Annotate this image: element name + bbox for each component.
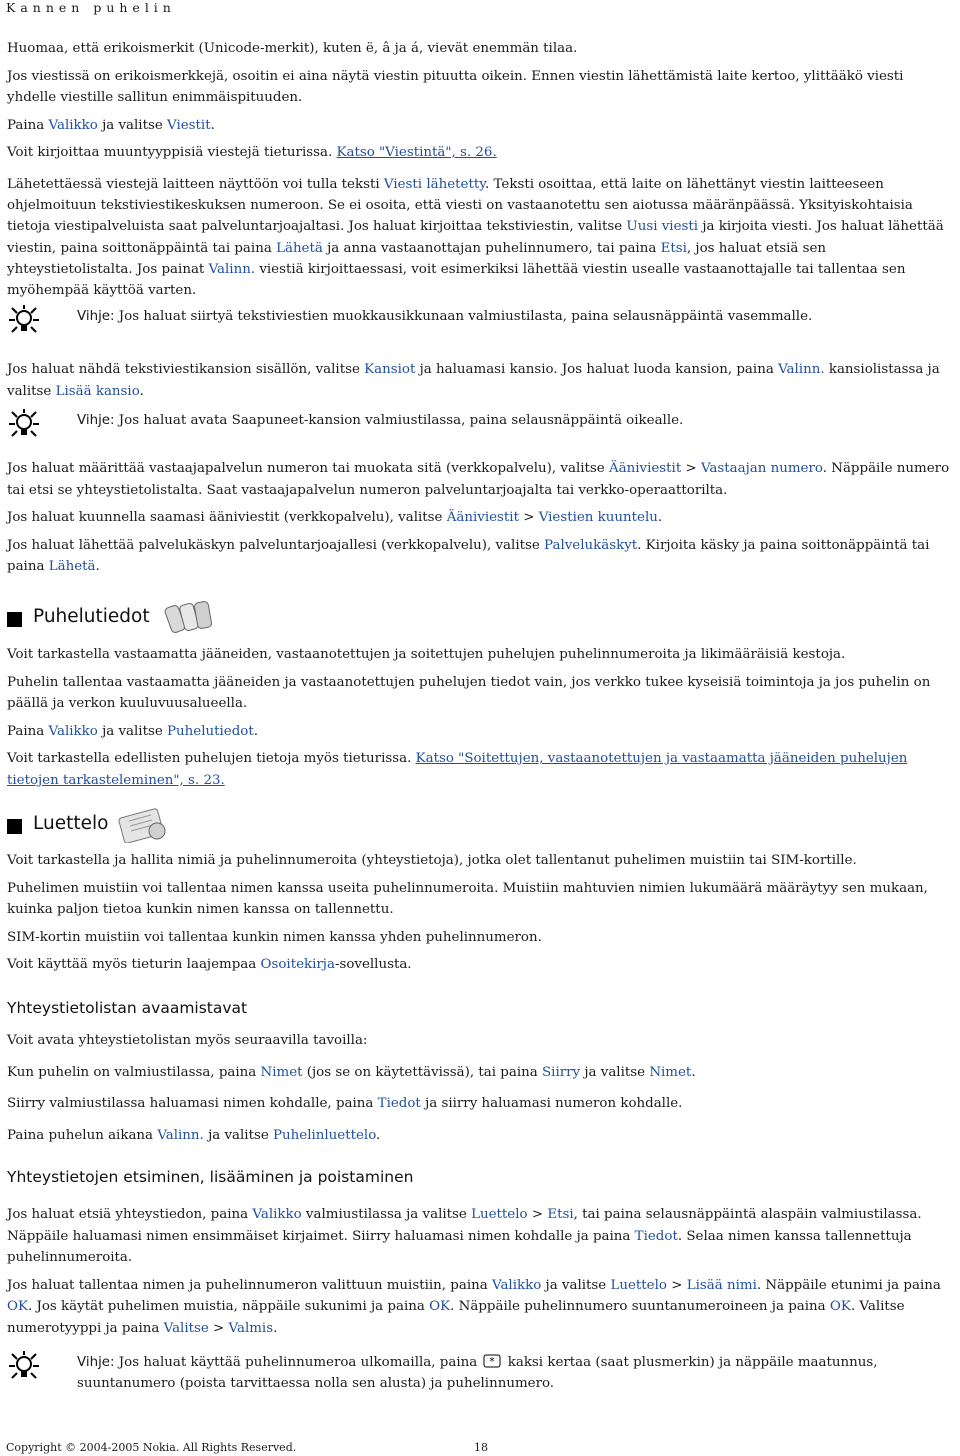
tip-box [7,406,955,446]
menu-term: Viestien kuuntelu [538,510,658,525]
menu-term: Valikko [492,1277,542,1293]
contacts-block [7,850,955,982]
paragraph: Jos haluat määrittää vastaajapalvelun numeron tai muokata sitä (verkkopalvelu), valitse Ääniviestit > Vastaajan numero. Näppäile numero tai etsi se yhteystietolistalta. Saat vastaajapalvelun numeron palveluntarjoajalta tai verkko-operaattorilta. [7,461,950,498]
menu-term: Luettelo [610,1277,667,1293]
menu-term: Vastaajan numero [700,461,823,476]
lightbulb-icon [7,406,41,442]
menu-term: Valinn. [778,362,825,377]
menu-term: Valinn. [208,261,256,277]
menu-term: Nimet [260,1064,303,1080]
section-title: Luettelo [33,813,109,834]
section-bullet-icon [7,819,22,834]
phones-icon [164,600,216,636]
subsection-title: Yhteystietolistan avaamistavat [7,999,248,1017]
paragraph: Jos haluat tallentaa nimen ja puhelinnumeron valittuun muistiin, paina Valikko ja valitse Luettelo > Lisää nimi. Näppäile etunimi ja paina OK. Jos käytät puhelimen muistia, näppäile sukunimi ja paina OK. Näppäile puhelinnumero suuntanumeroineen ja paina OK. Valitse numerotyyppi ja paina Valitse > Valmis. [7,1277,941,1336]
paragraph: Voit tarkastella vastaamatta jääneiden, vastaanotettujen ja soitettujen puhelujen puhelinnumeroita ja likimääräisiä kestoja. [7,647,846,662]
section-heading-call-log [7,600,207,638]
paragraph: Puhelimen muistiin voi tallentaa nimen kanssa useita puhelinnumeroita. Muistiin mahtuvien nimien lukumäärä määräytyy sen mukaan, kuinka paljon tietoa kunkin nimen kanssa on tallennettu. [7,880,928,917]
menu-term: Puhelutiedot [167,723,254,739]
star-key-icon [481,1354,503,1368]
menu-term: Tiedot [634,1228,678,1244]
menu-term: Viestit [167,117,211,133]
search-add-contacts-block [7,1204,955,1345]
menu-term: OK [7,1299,28,1314]
menu-term: Etsi [547,1207,574,1222]
paragraph: Voit avata yhteystietolistan myös seuraavilla tavoilla: [7,1033,368,1048]
menu-term: Siirry [542,1064,581,1080]
app-term: Osoitekirja [260,957,335,972]
paragraph: Jos haluat nähdä tekstiviestikansion sisällön, valitse Kansiot ja haluamasi kansio. Jos haluat luoda kansion, paina Valinn. kansiolistassa ja valitse Lisää kansio. [7,362,940,399]
subsection-title: Yhteystietojen etsiminen, lisääminen ja poistaminen [7,1168,414,1186]
menu-term: Luettelo [471,1207,528,1222]
menu-term: Palvelukäskyt [544,537,638,553]
menu-term: Valikko [252,1207,302,1222]
paragraph: Kun puhelin on valmiustilassa, paina Nimet (jos se on käytettävissä), tai paina Siirry ja valitse Nimet. [7,1064,696,1080]
svg-text:*: * [489,1355,496,1368]
page-number: 18 [474,1441,488,1454]
paragraph: Lähetettäessä viestejä laitteen näyttöön voi tulla teksti Viesti lähetetty. Teksti osoittaa, että laite on lähettänyt viestin laitteeseen ohjelmoituun tekstiviestikeskuksen numeroon. Se ei osoita, että viesti on vastaanotettu sen aiotussa määränpäässä. Yksityiskohtaisia tietoja viestipalveluista saat palveluntarjoajaltasi. Jos haluat kirjoittaa tekstiviestin, valitse Uusi viesti ja kirjoita viesti. Jos haluat lähettää viestin, paina soittonäppäintä tai paina Lähetä ja anna vastaanottajan puhelinnumero, tai paina Etsi, jos haluat etsiä sen yhteystietolistalta. Jos painat Valinn. viestiä kirjoittaessasi, voit esimerkiksi lähettää viestin usealle vastaanottajalle tai tallentaa sen myöhempää käyttöä varten. [7,177,944,299]
menu-term: Valmis [228,1320,274,1336]
paragraph: Paina Valikko ja valitse Viestit. [7,117,215,133]
menu-term: Tiedot [377,1096,421,1111]
open-contacts-block [7,1030,955,1152]
menu-term: Lähetä [276,240,323,256]
paragraph: Siirry valmiustilassa haluamasi nimen kohdalle, paina Tiedot ja siirry haluamasi numeron kohdalle. [7,1096,683,1111]
menu-term: OK [429,1299,451,1314]
section-title: Puhelutiedot [33,606,150,627]
menu-term: Uusi viesti [626,219,699,235]
menu-term: Valitse [163,1320,209,1336]
call-log-block [7,644,955,797]
menu-term: OK [829,1299,851,1314]
menu-term: Ääniviestit [608,461,682,476]
page-header: Kannen puhelin [6,0,176,15]
paragraph: Paina puhelun aikana Valinn. ja valitse Puhelinluettelo. [7,1127,381,1143]
menu-term: Lisää kansio [55,383,140,399]
paragraph: Voit käyttää myös tieturin laajempaa Osoitekirja-sovellusta. [7,957,412,972]
menu-term: Lähetä [48,559,96,574]
paragraph: Jos haluat etsiä yhteystiedon, paina Valikko valmiustilassa ja valitse Luettelo > Etsi, tai paina selausnäppäintä alaspäin valmiustilassa. Näppäile haluamasi nimen ensimmäiset kirjaimet. Siirry haluamasi nimen kohdalle ja paina Tiedot. Selaa nimen kanssa tallennettuja puhelinnumeroita. [7,1207,922,1265]
section-heading-contacts [7,807,187,845]
lightbulb-icon [7,1348,41,1384]
tip-text: Vihje: Jos haluat käyttää puhelinnumeroa ulkomailla, paina * kaksi kertaa (saat plusmerkin) ja näppäile maatunnus, suuntanumero (poista tarvittaessa nolla sen alusta) ja puhelinnumero. [77,1355,878,1391]
menu-term: Puhelinluettelo [273,1127,377,1143]
copyright-footer: Copyright © 2004-2005 Nokia. All Rights Reserved. [6,1441,297,1454]
lightbulb-icon [7,302,41,338]
tip-text: Vihje: Jos haluat siirtyä tekstiviestien muokkausikkunaan valmiustilasta, paina selausnäppäintä vasemmalle. [77,309,813,324]
tip-text: Vihje: Jos haluat avata Saapuneet-kansion valmiustilassa, paina selausnäppäintä oikealle. [77,413,684,428]
menu-term: Valikko [48,117,98,133]
address-book-icon [115,807,171,843]
tip-box [7,302,955,342]
menu-term: Valikko [48,723,98,739]
paragraph: Voit tarkastella edellisten puhelujen tietoja myös tieturissa. Katso "Soitettujen, vastaanotettujen ja vastaamatta jääneiden puhelujen tietojen tarkasteleminen", s. 23. [7,751,908,788]
voicemail-block [7,458,955,584]
menu-term: Nimet [649,1064,692,1080]
tip-box [7,1348,955,1394]
menu-term: Lisää nimi [686,1277,757,1293]
paragraph: Voit tarkastella ja hallita nimiä ja puhelinnumeroita (yhteystietoja), jotka olet tallentanut puhelimen muistiin tai SIM-kortille. [7,853,857,868]
cross-reference-link[interactable]: Katso "Viestintä", s. 26. [336,145,497,160]
cross-reference-link[interactable]: Katso "Soitettujen, vastaanotettujen ja vastaamatta jääneiden puhelujen tietojen tarkasteleminen", s. 23. [7,751,908,788]
paragraph: Puhelin tallentaa vastaamatta jääneiden ja vastaanotettujen puhelujen tiedot vain, jos verkko tukee kyseisiä toimintoja ja jos puhelin on päällä ja verkon kuuluvuusalueella. [7,674,931,711]
paragraph: Jos haluat kuunnella saamasi ääniviestit (verkkopalvelu), valitse Ääniviestit > Viestien kuuntelu. [7,510,663,525]
folders-block [7,359,955,408]
paragraph: Huomaa, että erikoismerkit (Unicode-merkit), kuten ë, â ja á, vievät enemmän tilaa. [7,41,578,56]
intro-block [7,38,955,170]
paragraph: Voit kirjoittaa muuntyyppisiä viestejä tieturissa. Katso "Viestintä", s. 26. [7,145,497,160]
message-send-block [7,174,955,307]
menu-term: Viesti lähetetty [383,177,486,192]
paragraph: Paina Valikko ja valitse Puhelutiedot. [7,723,258,739]
menu-term: Valinn. [157,1127,204,1143]
menu-term: Ääniviestit [446,510,519,525]
paragraph: SIM-kortin muistiin voi tallentaa kunkin nimen kanssa yhden puhelinnumeron. [7,929,542,945]
paragraph: Jos haluat lähettää palvelukäskyn palveluntarjoajallesi (verkkopalvelu), valitse Palvelukäskyt. Kirjoita käsky ja paina soittonäppäintä tai paina Lähetä. [7,537,930,574]
section-bullet-icon [7,612,22,627]
menu-term: Etsi [660,240,687,256]
menu-term: Kansiot [364,362,416,377]
paragraph: Jos viestissä on erikoismerkkejä, osoitin ei aina näytä viestin pituutta oikein. Ennen viestin lähettämistä laite kertoo, ylittääkö viesti yhdelle viestille sallitun enimmäispituuden. [7,68,904,105]
